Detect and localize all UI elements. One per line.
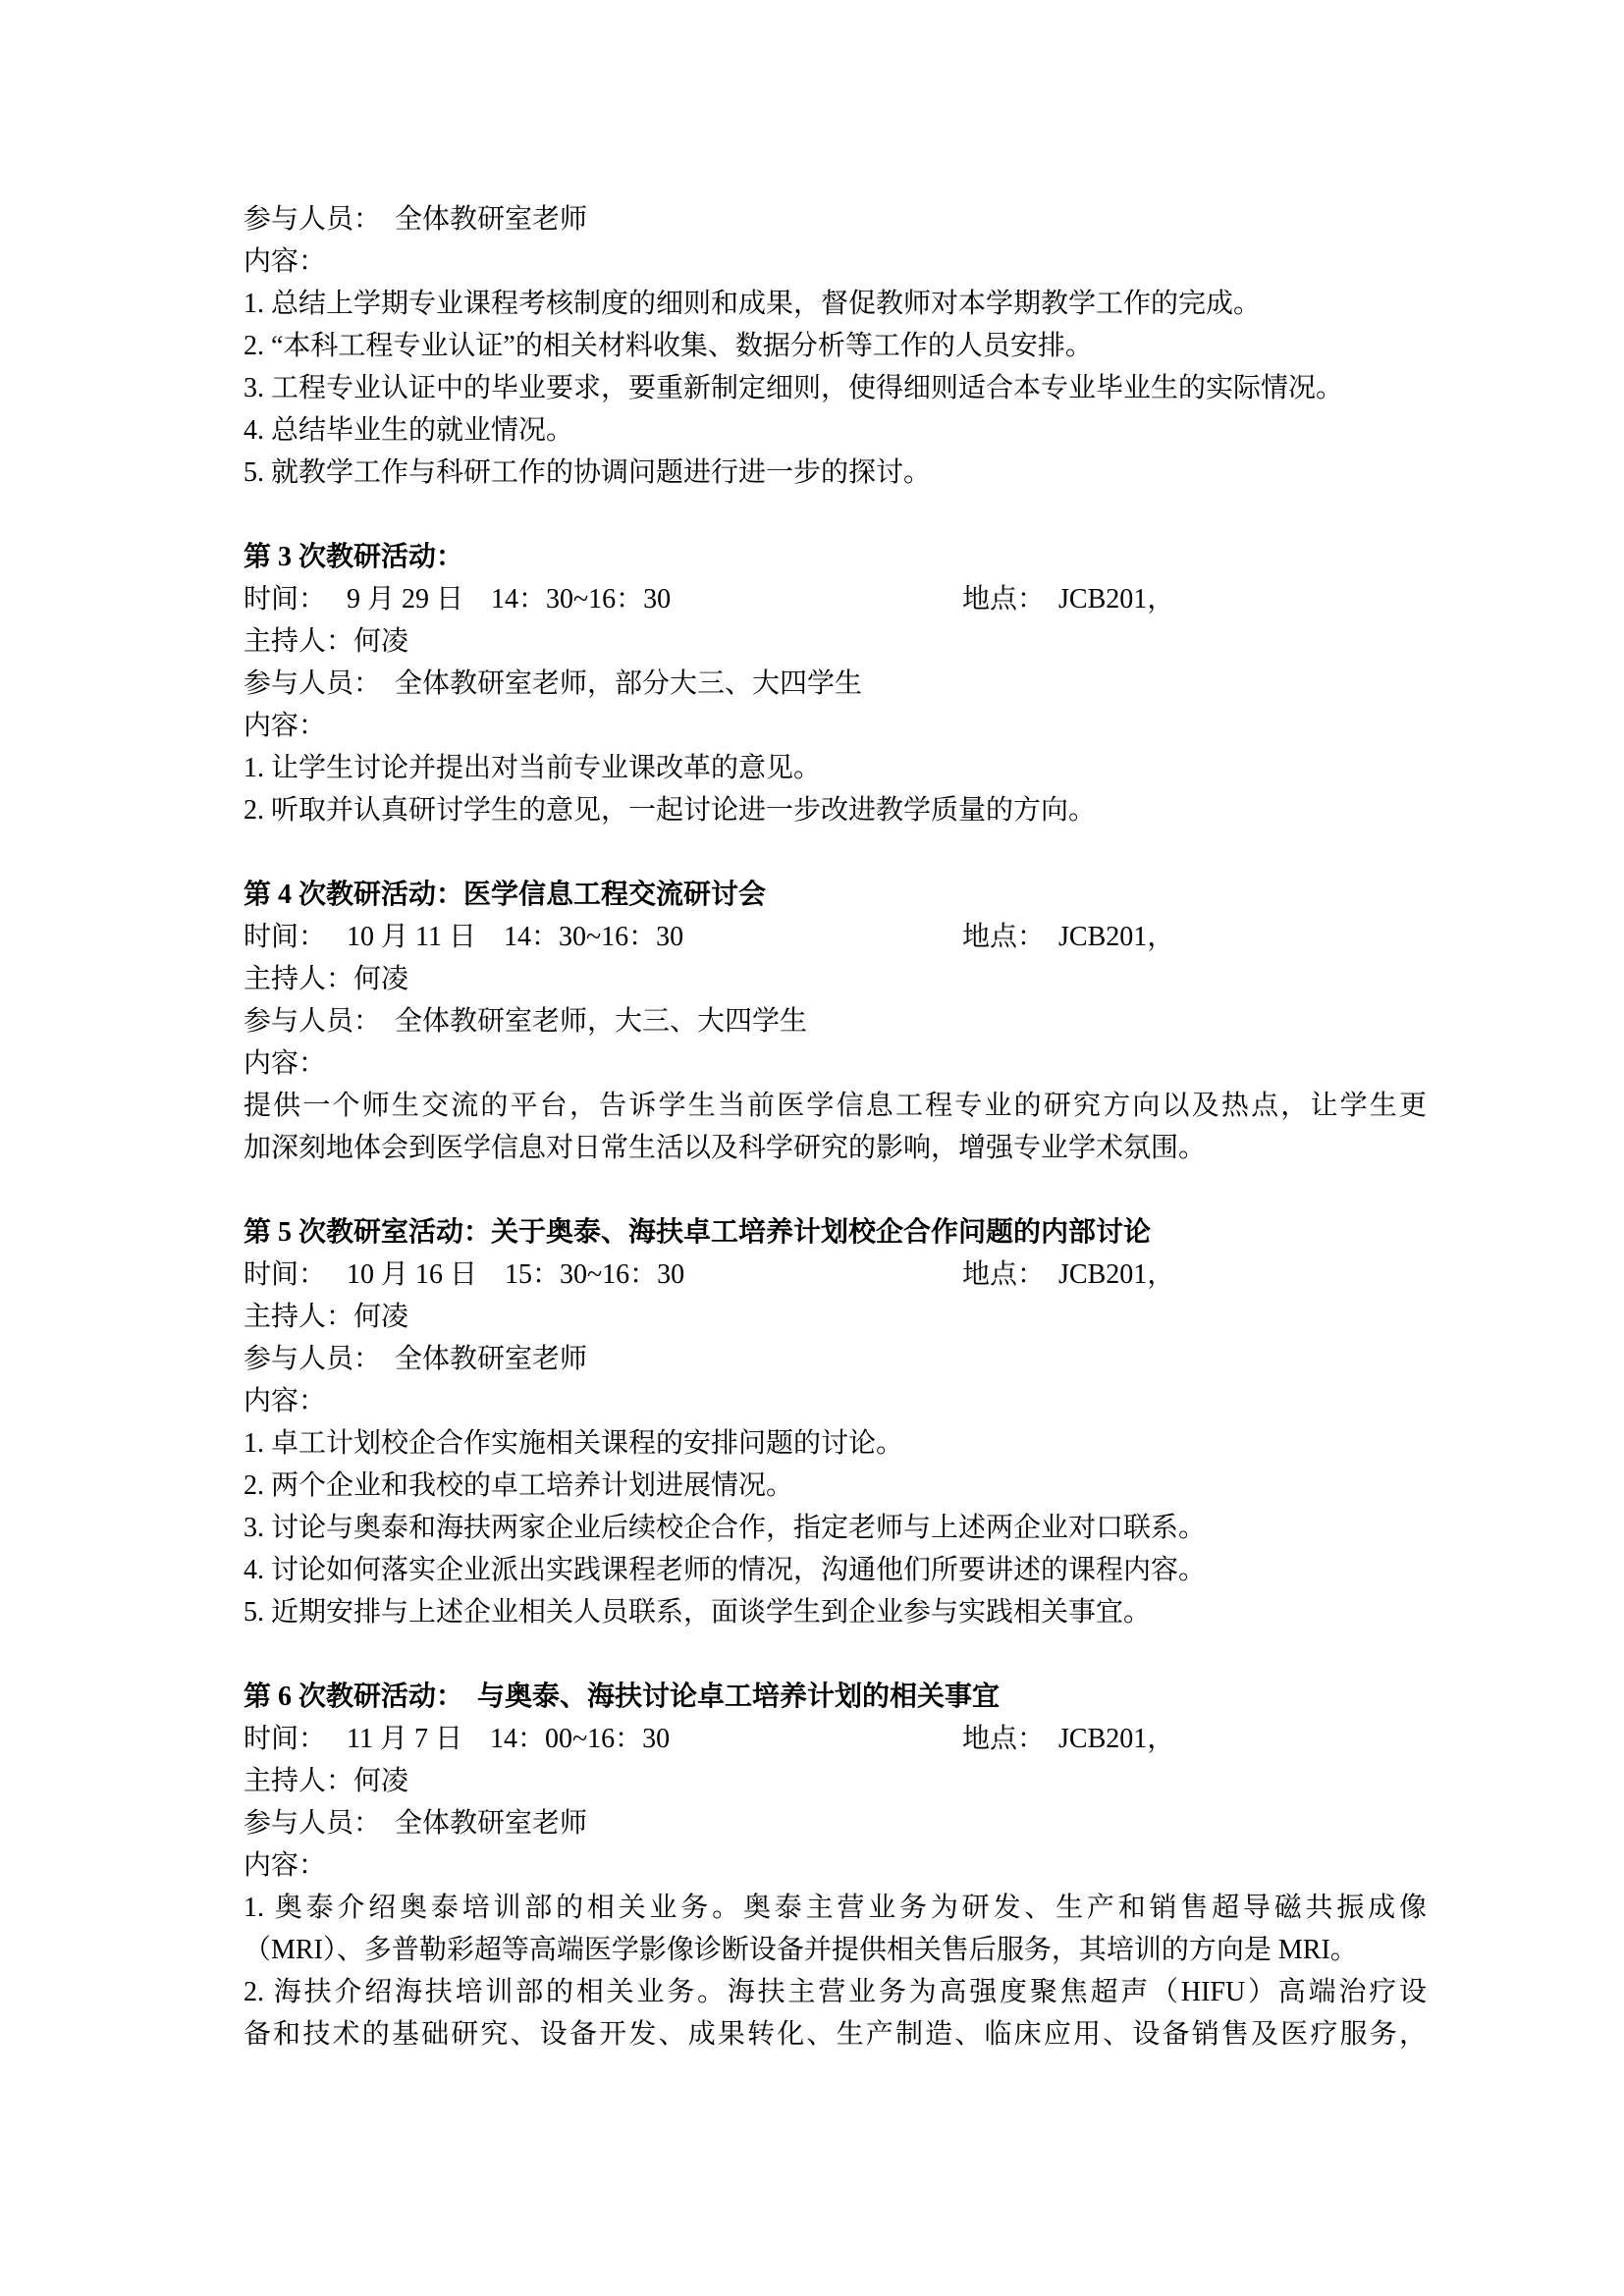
participants-line: 参与人员： 全体教研室老师，部分大三、大四学生: [244, 668, 863, 699]
section-activity-3: [244, 536, 1427, 831]
time-text: 时间： 11 月 7 日 14：00~16：30: [244, 1724, 671, 1754]
location-text: 地点： JCB201，: [962, 1259, 1175, 1290]
time-line: [244, 916, 1427, 958]
section-title: 第 4 次教研活动：医学信息工程交流研讨会: [244, 880, 767, 910]
document-content: [244, 198, 1427, 2056]
time-line: [244, 1254, 1427, 1296]
section-activity-4: [244, 874, 1427, 1169]
time-text: 时间： 10 月 16 日 15：30~16：30: [244, 1259, 685, 1290]
section-title: 第 5 次教研室活动：关于奥泰、海扶卓工培养计划校企合作问题的内部讨论: [244, 1217, 1152, 1248]
section-title: 第 3 次教研活动：: [244, 542, 464, 572]
list-item: 3. 工程专业认证中的毕业要求，要重新制定细则，使得细则适合本专业毕业生的实际情况。: [244, 373, 1344, 403]
section-title: 第 6 次教研活动： 与奥泰、海扶讨论卓工培养计划的相关事宜: [244, 1682, 1001, 1712]
paragraph-line: 提供一个师生交流的平台，告诉学生当前医学信息工程专业的研究方向以及热点，让学生更: [244, 1091, 1427, 1121]
section-activity-6: [244, 1676, 1427, 2056]
content-label: 内容：: [244, 246, 327, 277]
list-item: [244, 1971, 1427, 2056]
content-paragraph: [244, 1085, 1427, 1169]
host-line: 主持人：何凌: [244, 626, 409, 657]
paragraph-line: 加深刻地体会到医学信息对日常生活以及科学研究的影响，增强专业学术氛围。: [244, 1133, 1207, 1163]
section-activity-2-tail: [244, 198, 1427, 494]
list-item: 3. 讨论与奥泰和海扶两家企业后续校企合作，指定老师与上述两企业对口联系。: [244, 1513, 1207, 1543]
host-line: 主持人：何凌: [244, 1302, 409, 1332]
list-item: 2. 听取并认真研讨学生的意见，一起讨论进一步改进教学质量的方向。: [244, 795, 1097, 826]
item-line: 1. 奥泰介绍奥泰培训部的相关业务。奥泰主营业务为研发、生产和销售超导磁共振成像: [244, 1893, 1427, 1923]
content-label: 内容：: [244, 1386, 327, 1416]
participants-line: 参与人员： 全体教研室老师，大三、大四学生: [244, 1006, 808, 1037]
content-label: 内容：: [244, 711, 327, 741]
time-line: [244, 578, 1427, 620]
list-item: 4. 总结毕业生的就业情况。: [244, 415, 574, 446]
time-text: 时间： 10 月 11 日 14：30~16：30: [244, 922, 684, 952]
list-item: 2. 两个企业和我校的卓工培养计划进展情况。: [244, 1470, 794, 1501]
location-text: 地点： JCB201，: [962, 922, 1175, 952]
item-line: （MRI）、多普勒彩超等高端医学影像诊断设备并提供相关售后服务，其培训的方向是 MRI。: [244, 1935, 1358, 1965]
list-item: 1. 总结上学期专业课程考核制度的细则和成果，督促教师对本学期教学工作的完成。: [244, 289, 1262, 319]
list-item: 5. 就教学工作与科研工作的协调问题进行进一步的探讨。: [244, 457, 932, 488]
content-label: 内容：: [244, 1850, 327, 1881]
location-text: 地点： JCB201，: [962, 584, 1175, 614]
content-label: 内容：: [244, 1048, 327, 1079]
time-line: [244, 1718, 1427, 1760]
list-item: 4. 讨论如何落实企业派出实践课程老师的情况，沟通他们所要讲述的课程内容。: [244, 1555, 1207, 1585]
list-item: 1. 让学生讨论并提出对当前专业课改革的意见。: [244, 753, 822, 783]
list-item: 2. “本科工程专业认证”的相关材料收集、数据分析等工作的人员安排。: [244, 331, 1093, 361]
host-line: 主持人：何凌: [244, 1766, 409, 1796]
host-line: 主持人：何凌: [244, 964, 409, 994]
list-item: [244, 1887, 1427, 1971]
item-line: 2. 海扶介绍海扶培训部的相关业务。海扶主营业务为高强度聚焦超声（HIFU）高端治疗设: [244, 1977, 1427, 2007]
list-item: 5. 近期安排与上述企业相关人员联系，面谈学生到企业参与实践相关事宜。: [244, 1597, 1152, 1628]
participants-line: 参与人员： 全体教研室老师: [244, 204, 588, 235]
item-line: 备和技术的基础研究、设备开发、成果转化、生产制造、临床应用、设备销售及医疗服务，: [244, 2019, 1427, 2050]
participants-line: 参与人员： 全体教研室老师: [244, 1808, 588, 1839]
participants-line: 参与人员： 全体教研室老师: [244, 1344, 588, 1374]
section-activity-5: [244, 1211, 1427, 1633]
time-text: 时间： 9 月 29 日 14：30~16：30: [244, 584, 672, 614]
location-text: 地点： JCB201，: [962, 1724, 1175, 1754]
list-item: 1. 卓工计划校企合作实施相关课程的安排问题的讨论。: [244, 1428, 904, 1459]
